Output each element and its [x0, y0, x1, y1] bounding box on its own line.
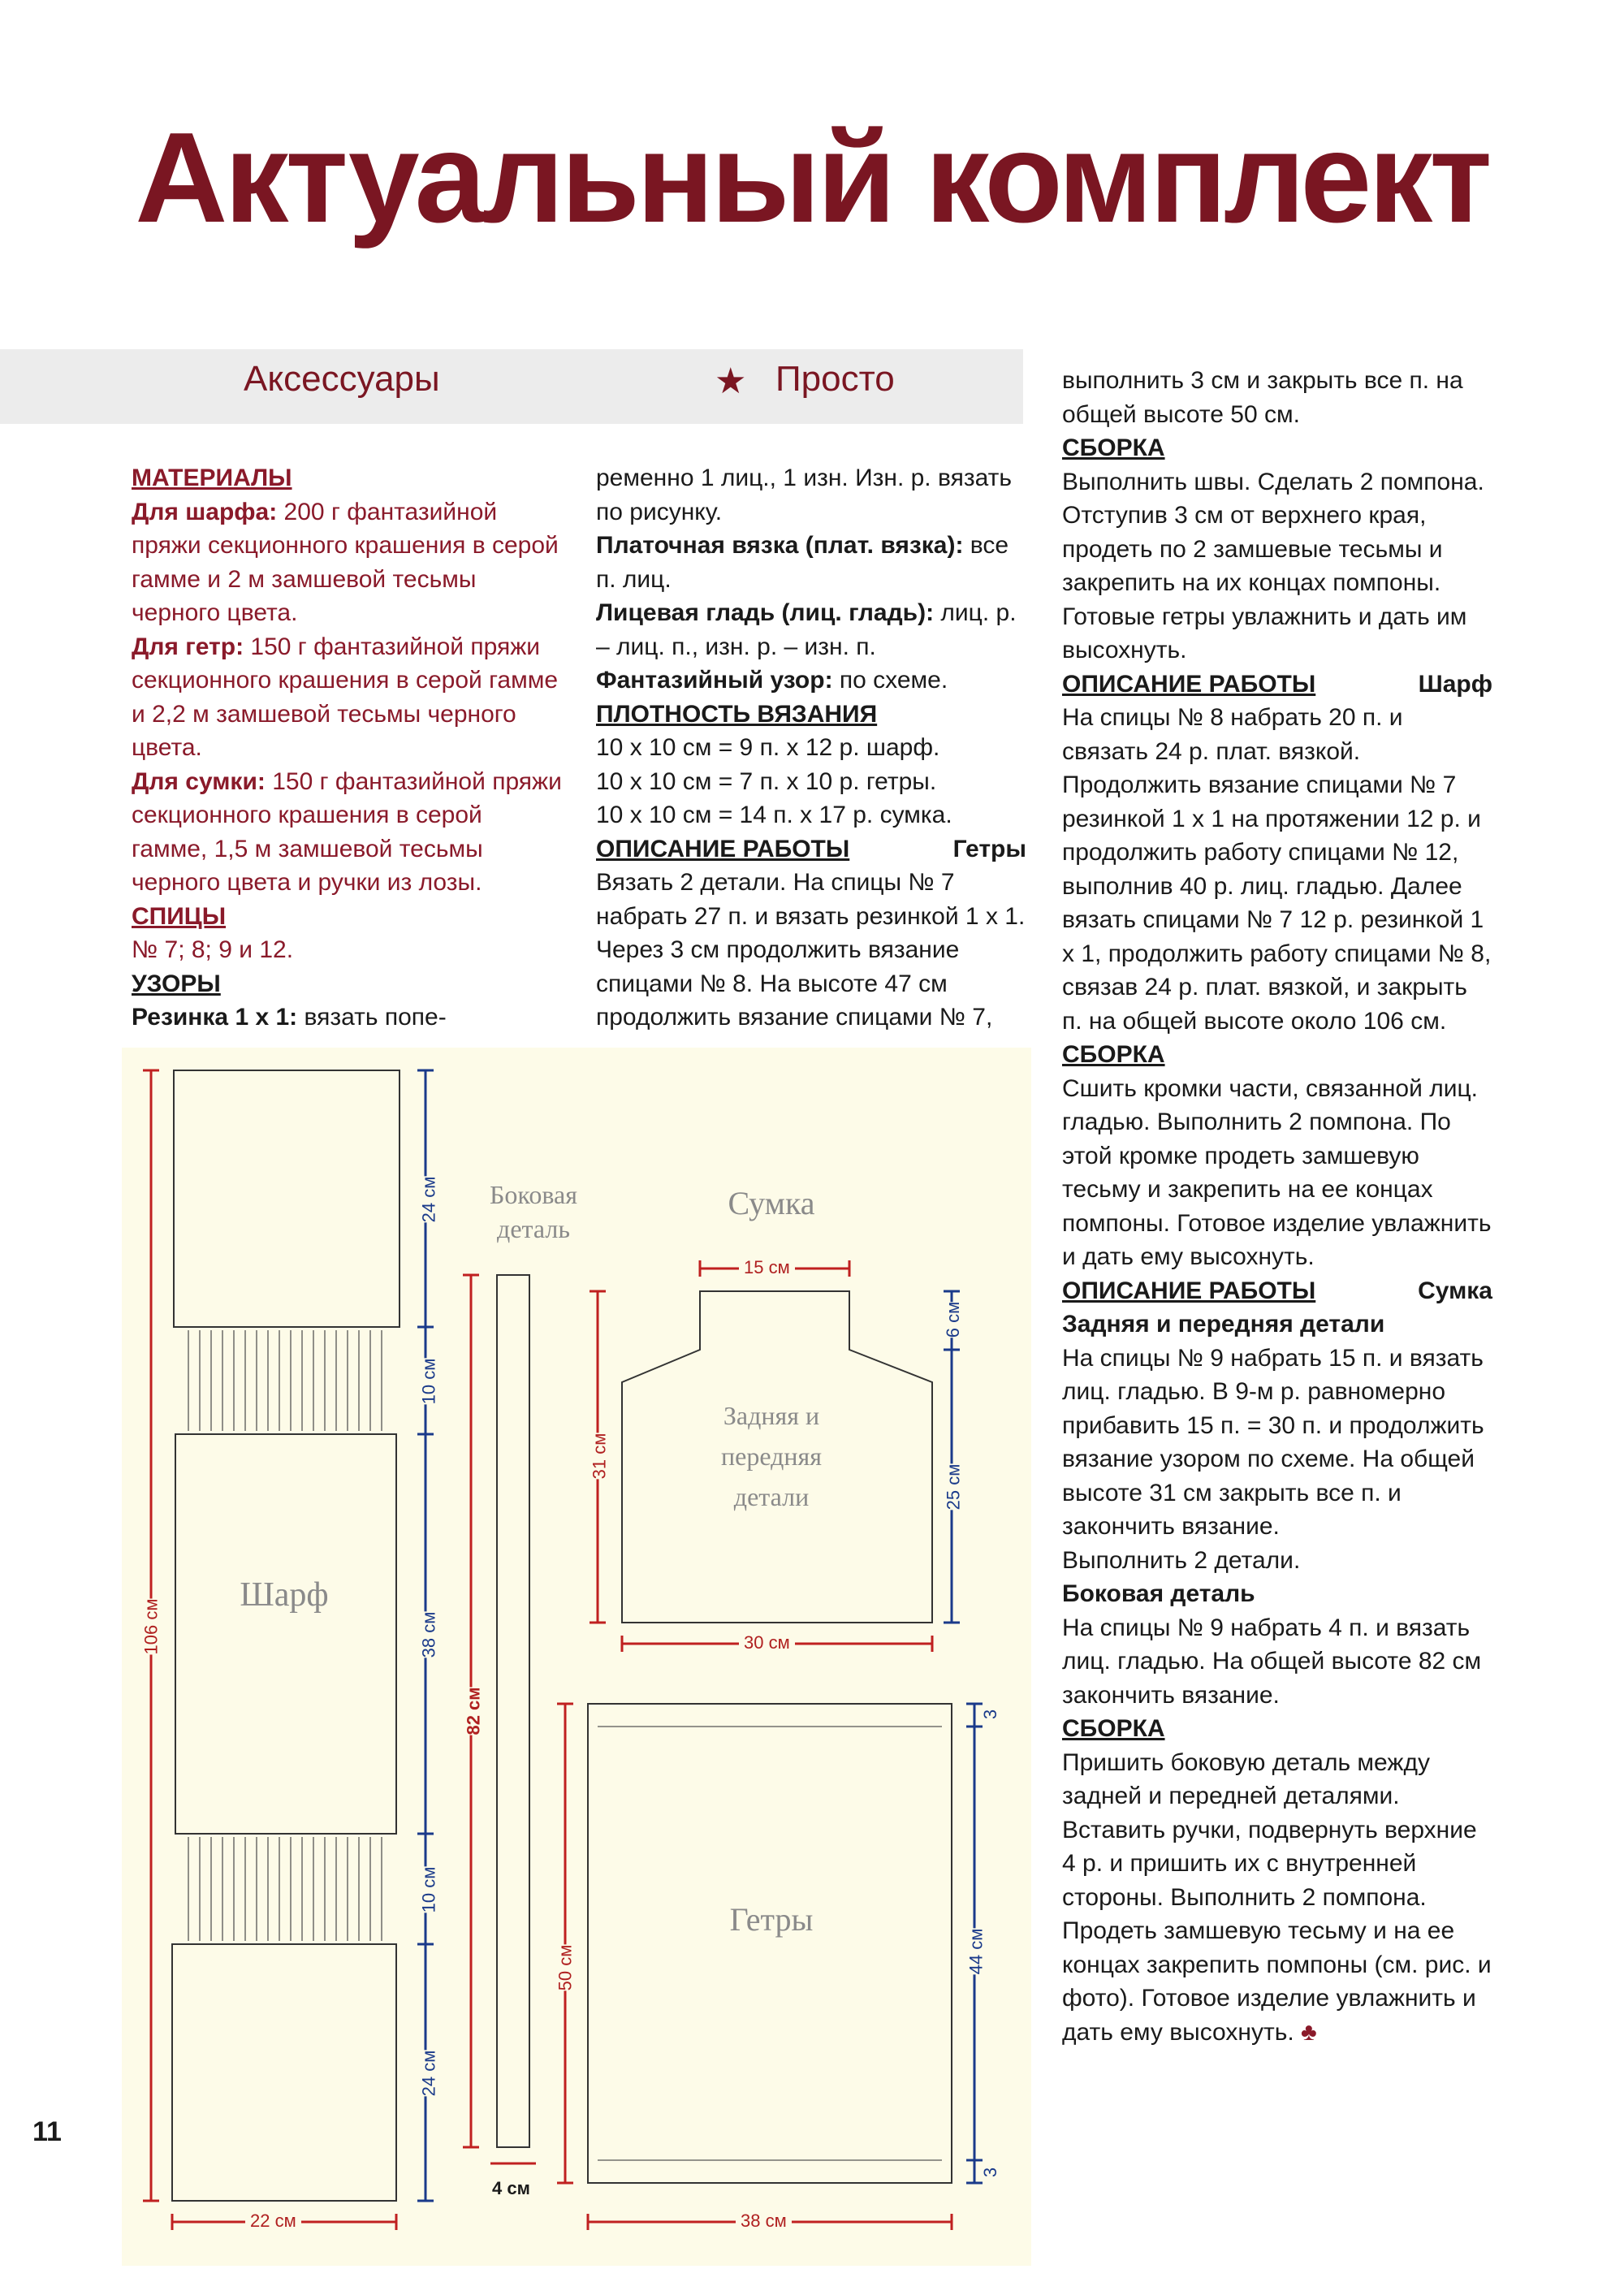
- gaiters-work-cont: выполнить 3 см и закрыть все п. на общей высоте 50 см.: [1062, 367, 1463, 428]
- assembly-gaiters-text: Выполнить швы. Сделать 2 помпона. Отступив 3 см от верхнего края, продеть по 2 замшевые тесьмы и закрепить на их концах помпоны. Готовые гетры увлажнить и дать им высохнуть.: [1062, 468, 1484, 663]
- scarf-label: Шарф: [240, 1576, 329, 1614]
- assembly-heading-scarf: СБОРКА: [1062, 1041, 1165, 1068]
- rib-pattern-cont: ременно 1 лиц., 1 изн. Изн. р. вязать по рисунку.: [596, 465, 1012, 525]
- work-heading-bag: ОПИСАНИЕ РАБОТЫ Сумка: [1062, 1277, 1492, 1304]
- patterns-heading: УЗОРЫ: [132, 970, 221, 997]
- work-heading-gaiters: ОПИСАНИЕ РАБОТЫ Гетры: [596, 835, 1026, 862]
- difficulty-label: Просто: [775, 359, 895, 399]
- column-1: [132, 461, 564, 1035]
- assembly-scarf-text: Сшить кромки части, связанной лиц. гладью. Выполнить 2 помпона. По этой кромке продеть замшевую тесьму и закрепить на ее концах помпоны. Готовое изделие увлажнить и дать ему высохнуть.: [1062, 1074, 1492, 1270]
- rib-pattern: Резинка 1 х 1: вязать попе-: [132, 1004, 447, 1031]
- make-two-text: Выполнить 2 детали.: [1062, 1546, 1301, 1574]
- column-3: [1062, 364, 1492, 2049]
- gaiter-bottom-measure: 3: [980, 2167, 1001, 2178]
- needles-heading: СПИЦЫ: [132, 902, 227, 930]
- work-heading-scarf: ОПИСАНИЕ РАБОТЫ Шарф: [1062, 670, 1492, 698]
- bag-neck-measure: 6 см: [943, 1301, 964, 1338]
- back-front-heading: Задняя и передняя детали: [1062, 1311, 1385, 1338]
- gaiter-width-measure: 38 см: [736, 2211, 792, 2232]
- materials-scarf: Для шарфа: 200 г фантазийной пряжи секционного крашения в серой гамме и 2 м замшевой тесьмы черного цвета.: [132, 498, 559, 626]
- end-mark-icon: ♣: [1301, 2018, 1317, 2046]
- scarf-width-measure: 22 см: [245, 2211, 301, 2232]
- materials-heading: МАТЕРИАЛЫ: [132, 465, 292, 491]
- bag-label: Сумка: [728, 1185, 815, 1221]
- scarf-top-measure: 24 см: [418, 1176, 439, 1223]
- gaiters-label: Гетры: [729, 1901, 814, 1938]
- page-number: 11: [32, 2116, 62, 2147]
- scarf-rib2-measure: 10 см: [418, 1866, 439, 1913]
- column-2: [596, 461, 1026, 1035]
- side-width-measure: 4 см: [492, 2178, 530, 2198]
- gauge-gaiters: 10 x 10 см = 7 п. х 10 р. гетры.: [596, 767, 937, 795]
- needles-text: № 7; 8; 9 и 12.: [132, 936, 294, 963]
- gaiter-top-measure: 3: [980, 1709, 1001, 1720]
- scarf-total-measure: 106 см: [140, 1598, 162, 1655]
- schematic-diagram: [122, 1048, 1031, 2266]
- gauge-bag: 10 x 10 см = 14 п. х 17 р. сумка.: [596, 802, 952, 828]
- gaiters-work-text: Вязать 2 детали. На спицы № 7 набрать 27 п. и вязать резинкой 1 х 1. Через 3 см продолжить вязание спицами № 8. На высоте 47 см продолжить вязание спицами № 7,: [596, 869, 1026, 1031]
- garter-pattern: Платочная вязка (плат. вязка): все п. лиц.: [596, 532, 1009, 593]
- category-label: Аксессуары: [244, 359, 440, 399]
- gauge-scarf: 10 x 10 см = 9 п. х 12 р. шарф.: [596, 734, 940, 761]
- gaiter-mid-measure: 44 см: [965, 1928, 987, 1975]
- difficulty-star-icon: ★: [715, 361, 747, 401]
- scarf-bottom-measure: 24 см: [418, 2050, 439, 2097]
- bag-body-measure: 25 см: [943, 1463, 964, 1511]
- scarf-work-text: На спицы № 8 набрать 20 п. и связать 24 р. плат. вязкой. Продолжить вязание спицами № 7 резинкой 1 х 1 на протяжении 12 р. и продолжить работу спицами № 12, выполнив 40 р. лиц. гладью. Далее вязать спицами № 7 12 р. резинкой 1 х 1, продолжить работу спицами № 8, связав 24 р. плат. вязкой, и закрыть п. на общей высоте около 106 см.: [1062, 704, 1492, 1035]
- materials-bag: Для сумки: 150 г фантазийной пряжи секционного крашения в серой гамме, 1,5 м замшевой тесьмы черного цвета и ручки из лозы.: [132, 767, 562, 896]
- scarf-rib1-measure: 10 см: [418, 1358, 439, 1405]
- fancy-pattern: Фантазийный узор: по схеме.: [596, 667, 948, 694]
- assembly-heading-bag: СБОРКА: [1062, 1715, 1165, 1742]
- side-height-measure: 82 см: [463, 1687, 484, 1735]
- side-part-text: На спицы № 9 набрать 4 п. и вязать лиц. гладью. На общей высоте 82 см закончить вязание.: [1062, 1614, 1482, 1709]
- assembly-bag-text: Пришить боковую деталь между задней и передней деталями. Вставить ручки, подвернуть верхние 4 р. и пришить их с внутренней стороны. Выполнить 2 помпона. Продеть замшевую тесьму и на ее концах закрепить помпоны (см. рис. и фото). Готовое изделие увлажнить и дать ему высохнуть. ♣: [1062, 1748, 1492, 2046]
- assembly-heading-gaiters: СБОРКА: [1062, 434, 1165, 461]
- materials-gaiters: Для гетр: 150 г фантазийной пряжи секционного крашения в серой гамме и 2,2 м замшевой тесьмы черного цвета.: [132, 633, 559, 761]
- gaiter-height-measure: 50 см: [555, 1944, 576, 1991]
- bag-height-measure: 31 см: [589, 1433, 610, 1480]
- bag-width-measure: 30 см: [739, 1632, 795, 1653]
- side-part-heading: Боковая деталь: [1062, 1580, 1255, 1607]
- scarf-mid-measure: 38 см: [418, 1611, 439, 1658]
- stockinette-pattern: Лицевая гладь (лиц. гладь): лиц. р. – лиц. п., изн. р. – изн. п.: [596, 599, 1017, 660]
- side-part-label: Боковая деталь: [490, 1180, 577, 1243]
- back-front-label: Задняя и передняя детали: [721, 1401, 822, 1511]
- bag-top-measure: 15 см: [739, 1257, 795, 1278]
- page-title: Актуальный комплект: [135, 106, 1489, 249]
- back-front-text: На спицы № 9 набрать 15 п. и вязать лиц. гладью. В 9-м р. равномерно прибавить 15 п. = 30 п. и продолжить вязание узором по схеме. На общей высоте 31 см закрыть все п. и закончить вязание.: [1062, 1344, 1484, 1540]
- gauge-heading: ПЛОТНОСТЬ ВЯЗАНИЯ: [596, 700, 878, 728]
